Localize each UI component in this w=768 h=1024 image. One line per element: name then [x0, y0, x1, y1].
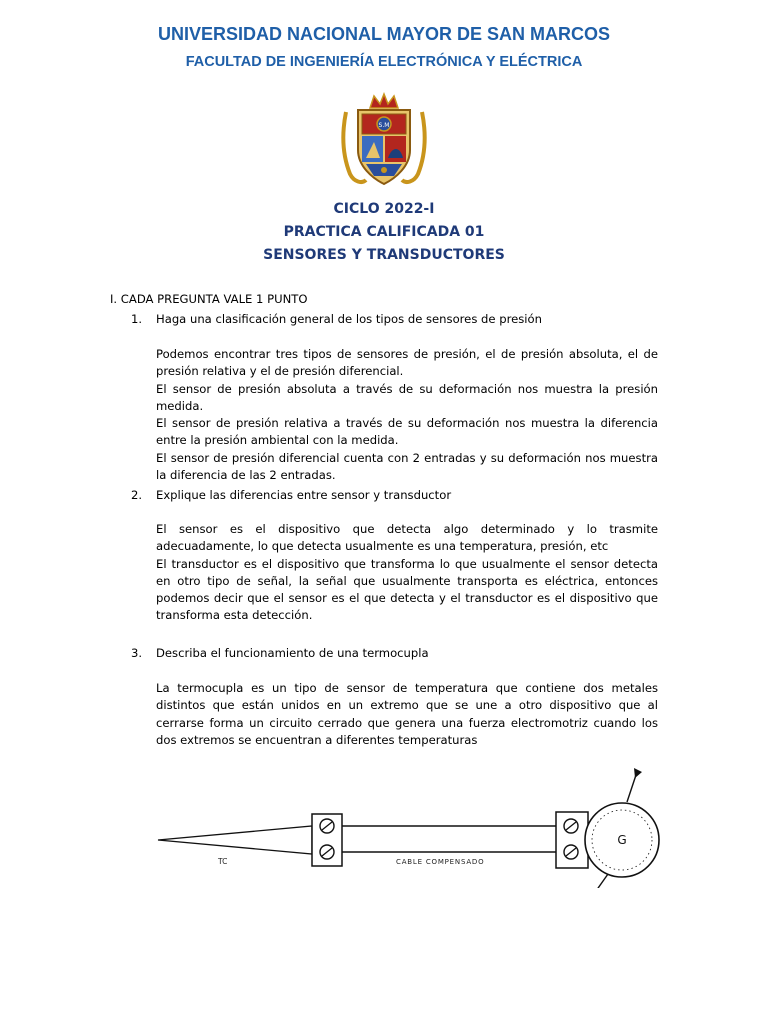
cable-label: CABLE COMPENSADO: [396, 858, 485, 866]
cycle-title: CICLO 2022-I: [333, 201, 435, 217]
answer-paragraph: El sensor de presión absoluta a través de su deformación nos muestra la presión medida.: [156, 381, 658, 413]
answer-2: [156, 521, 658, 625]
subject-title: SENSORES Y TRANSDUCTORES: [263, 247, 505, 263]
answer-paragraph: El sensor de presión diferencial cuenta con 2 entradas y su deformación nos muestra la diferencia de las 2 entradas.: [156, 450, 658, 483]
faculty-name: FACULTAD DE INGENIERÍA ELECTRÓNICA Y ELÉCTRICA: [185, 54, 583, 70]
university-seal-logo: [340, 92, 428, 188]
answer-paragraph: La termocupla es un tipo de sensor de temperatura que contiene dos metales distintos que están unidos en un extremo que se une a otro dispositivo que al cerrarse forma un circuito cerrado que genera una fuerza electromotriz cuando los dos extremos se encuentran a diferentes temperaturas: [156, 681, 658, 747]
question-text: Haga una clasificación general de los tipos de sensores de presión: [156, 312, 542, 326]
exam-title: PRACTICA CALIFICADA 01: [283, 224, 485, 240]
question-number: 2.: [131, 488, 143, 502]
question-number: 3.: [131, 646, 143, 660]
answer-paragraph: El sensor es el dispositivo que detecta algo determinado y lo trasmite adecuadamente, lo que detecta usualmente es una temperatura, presión, etc: [156, 522, 658, 554]
needle-line: [596, 874, 608, 888]
answer-1: [156, 346, 658, 484]
answer-paragraph: El sensor de presión relativa a través de su deformación nos muestra la diferencia entre la presión ambiental con la medida.: [156, 416, 658, 448]
answer-3: [156, 680, 658, 749]
thermocouple-probe: [158, 826, 312, 854]
university-name: UNIVERSIDAD NACIONAL MAYOR DE SAN MARCOS: [157, 24, 611, 44]
section-heading: I. CADA PREGUNTA VALE 1 PUNTO: [110, 292, 308, 306]
question-number: 1.: [131, 312, 143, 326]
tc-label: TC: [218, 857, 228, 866]
answer-paragraph: Podemos encontrar tres tipos de sensores de presión, el de presión absoluta, el de presión relativa y el de presión diferencial.: [156, 347, 658, 379]
question-text: Explique las diferencias entre sensor y transductor: [156, 488, 452, 502]
meter-label: G: [617, 833, 627, 847]
thermocouple-diagram: [150, 758, 670, 888]
seal-letters: S.M: [378, 122, 390, 129]
arrow-head-icon: [634, 768, 642, 778]
answer-paragraph: El transductor es el dispositivo que transforma lo que usualmente el sensor detecta en otro tipo de señal, la señal que usualmente transporta es eléctrica, entonces podemos decir que el sensor es el que detecta y el transductor es el dispositivo que transforma esta detección.: [156, 556, 658, 623]
question-text: Describa el funcionamiento de una termocupla: [156, 646, 429, 660]
